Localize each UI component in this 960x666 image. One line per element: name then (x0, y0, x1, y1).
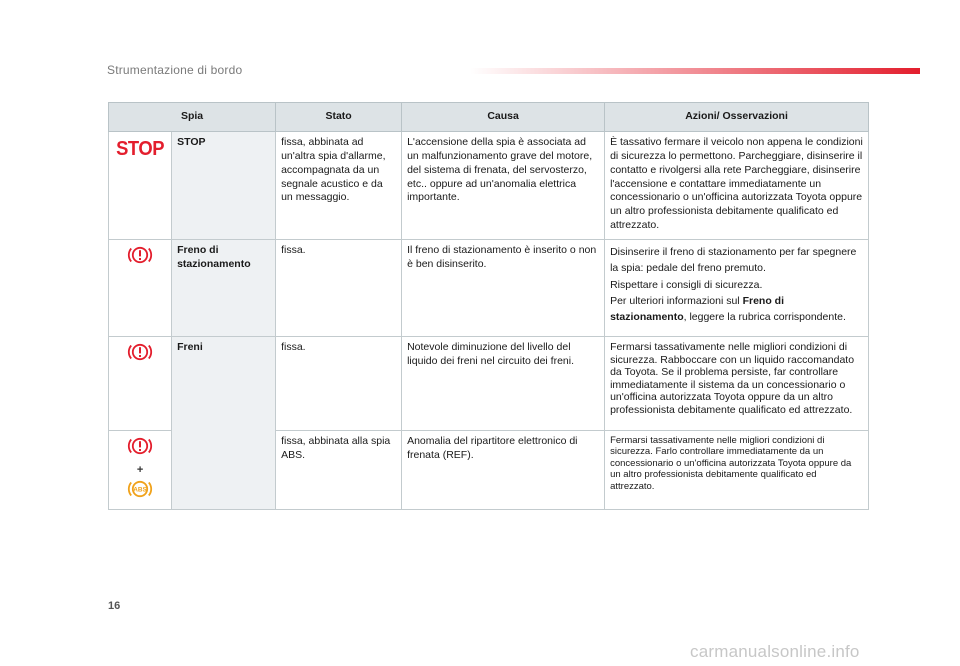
section-title: Strumentazione di bordo (107, 63, 243, 77)
azioni-cell (605, 240, 869, 337)
brake-warning-icon (126, 435, 154, 457)
azioni-text: Fermarsi tassativamente nelle migliori condizioni di sicurezza. Farlo controllare immediatamente da un concessionario o un'officina autorizzata Toyota oppure da un altro professionista debitamente qualificato ed attrezzato. (605, 431, 869, 510)
azioni-line-prefix: Per ulteriori informazioni sul (610, 294, 740, 307)
abs-icon (125, 478, 155, 500)
stato-text: fissa, abbinata ad un'altra spia d'allarme, accompagnata da un segnale acustico e da un messaggio. (276, 132, 402, 240)
table-row (109, 337, 869, 431)
icon-cell (109, 240, 172, 337)
table-row (109, 240, 869, 337)
table-header-row (109, 103, 869, 132)
causa-text: Anomalia del ripartitore elettronico di frenata (REF). (402, 431, 605, 510)
warning-lights-table (108, 102, 869, 510)
azioni-reference: Freno di stazionamento (610, 294, 784, 324)
azioni-line: Disinserire il freno di stazionamento per far spegnere la spia: pedale del freno premuto. (610, 246, 857, 275)
spia-name: STOP (172, 132, 276, 240)
brake-warning-icon (126, 341, 154, 363)
causa-text: Notevole diminuzione del livello del liquido dei freni nel circuito dei freni. (402, 337, 605, 431)
azioni-text: È tassativo fermare il veicolo non appena le condizioni di sicurezza lo permettono. Parcheggiare, disinserire il contatto e rivolgersi alla rete Parcheggiare, disinserire l'accensione e contattare immediatamente un concessionario o un'officina autorizzata Toyota oppure un altro professionista debitamente qualificato ed attrezzato. (605, 132, 869, 240)
page-number: 16 (108, 600, 121, 612)
azioni-line: Rispettare i consigli di sicurezza. (610, 278, 763, 291)
azioni-line-suffix: , leggere la rubrica corrispondente. (683, 311, 846, 324)
icon-cell (109, 431, 172, 510)
column-header-stato: Stato (276, 103, 402, 132)
causa-text: Il freno di stazionamento è inserito o non è ben disinserito. (402, 240, 605, 337)
brake-warning-icon (126, 244, 154, 266)
icon-cell (109, 337, 172, 431)
header-accent-bar (470, 68, 920, 74)
stato-text: fissa. (276, 337, 402, 431)
icon-cell (109, 132, 172, 240)
stop-icon: STOP (116, 138, 165, 160)
column-header-spia: Spia (109, 103, 276, 132)
spia-name: Freni (172, 337, 276, 510)
stato-text: fissa, abbinata alla spia ABS. (276, 431, 402, 510)
azioni-text: Fermarsi tassativamente nelle migliori condizioni di sicurezza. Rabboccare con un liquido raccomandato da Toyota. Se il problema persiste, far controllare immediatamente il sistema da un concessionario o un'officina autorizzata Toyota oppure da un altro professionista debitamente qualificato ed attrezzato. (605, 337, 869, 431)
column-header-azioni: Azioni/ Osservazioni (605, 103, 869, 132)
azioni-line (610, 293, 863, 326)
spia-name: Freno di stazionamento (172, 240, 276, 337)
abs-icon-label: ABS (133, 486, 147, 494)
column-header-causa: Causa (402, 103, 605, 132)
table-row (109, 132, 869, 240)
watermark: carmanualsonline.info (690, 642, 860, 661)
causa-text: L'accensione della spia è associata ad un malfunzionamento grave del motore, del sistema di frenata, del servosterzo, etc.. oppure ad un'anomalia elettrica importante. (402, 132, 605, 240)
plus-sign: + (136, 463, 144, 476)
stato-text: fissa. (276, 240, 402, 337)
